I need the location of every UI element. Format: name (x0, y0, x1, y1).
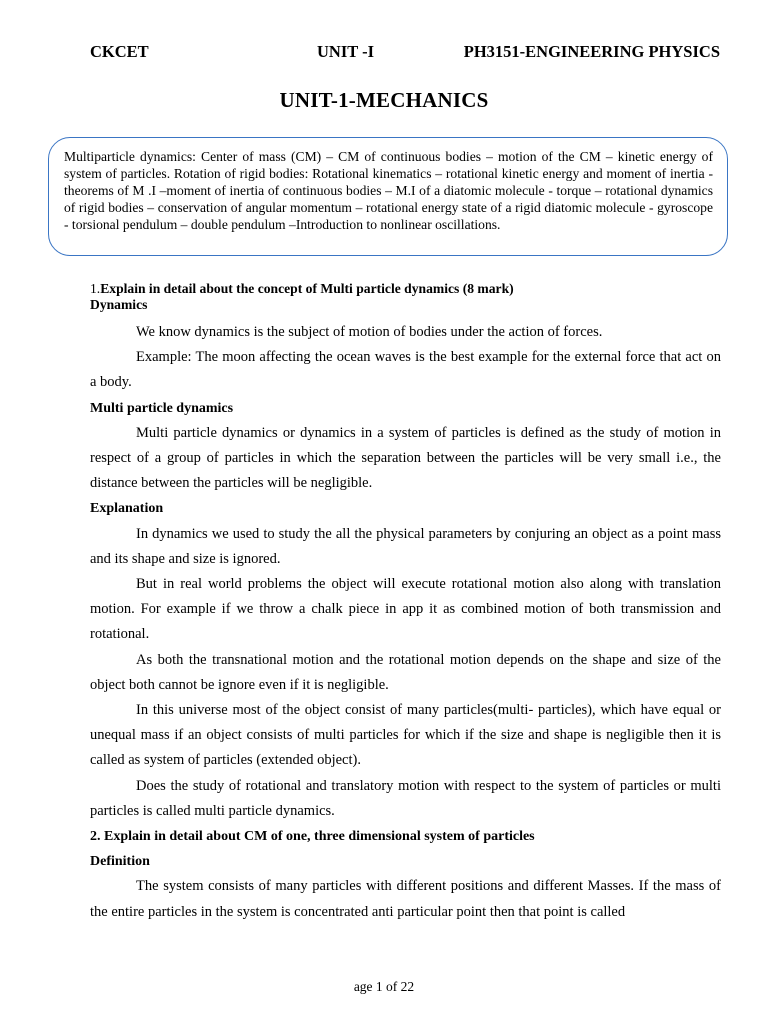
paragraph: Multi particle dynamics or dynamics in a system of particles is defined as the study of motion in respect of a group of particles in which the separation between the particles will be very small i.e., the distance between the particles will be negligible. (90, 424, 721, 492)
question-2: 2. Explain in detail about CM of one, three dimensional system of particles (90, 829, 535, 845)
paragraph: Example: The moon affecting the ocean waves is the best example for the external force that act on a body. (90, 349, 721, 391)
question-1 (90, 281, 721, 297)
paragraph: In dynamics we used to study the all the physical parameters by conjuring an object as a point mass and its shape and size is ignored. (90, 525, 721, 567)
document-body (90, 281, 721, 925)
question-1-number: 1. (90, 281, 101, 296)
heading-multi-particle-dynamics: Multi particle dynamics (90, 400, 234, 416)
paragraph: In this universe most of the object consist of many particles(multi- particles), which have equal or unequal mass if an object consists of multi particles for which if the size and shape is negligible then it is called as system of particles (extended object). (90, 702, 721, 769)
paragraph: The system consists of many particles with different positions and different Masses. If the mass of the entire particles in the system is concentrated anti particular point then that point is called (90, 878, 721, 920)
paragraph: We know dynamics is the subject of motion of bodies under the action of forces. (136, 324, 603, 340)
page-title: UNIT-1-MECHANICS (279, 88, 489, 112)
header-course: PH3151-ENGINEERING PHYSICS (463, 42, 720, 61)
question-1-text: Explain in detail about the concept of Multi particle dynamics (8 mark) (100, 281, 514, 296)
heading-definition: Definition (90, 854, 150, 870)
header-unit: UNIT -I (317, 42, 375, 61)
heading-dynamics: Dynamics (90, 297, 148, 312)
heading-explanation: Explanation (90, 501, 164, 517)
page-number: age 1 of 22 (353, 979, 415, 994)
syllabus-box: Multiparticle dynamics: Center of mass (CM) – CM of continuous bodies – motion of the CM – kinetic energy of system of particles. Rotation of rigid bodies: Rotational kinematics – rotational kinetic energy and moment of inertia - theorems of M .I –moment of inertia of continuous bodies – M.I of a diatomic molecule - torque – rotational dynamics of rigid bodies – conservation of angular momentum – rotational energy state of a rigid diatomic molecule - gyroscope - torsional pendulum – double pendulum –Introduction to nonlinear oscillations. (48, 137, 728, 256)
paragraph: Does the study of rotational and translatory motion with respect to the system of particles or multi particles is called multi particle dynamics. (90, 777, 721, 819)
page-header (90, 42, 722, 66)
header-college: CKCET (90, 42, 149, 61)
paragraph: As both the transnational motion and the rotational motion depends on the shape and size of the object both cannot be ignore even if it is negligible. (90, 651, 721, 693)
paragraph: But in real world problems the object will execute rotational motion also along with translation motion. For example if we throw a chalk piece in app it as combined motion of both transmission and rotational. (90, 576, 721, 643)
